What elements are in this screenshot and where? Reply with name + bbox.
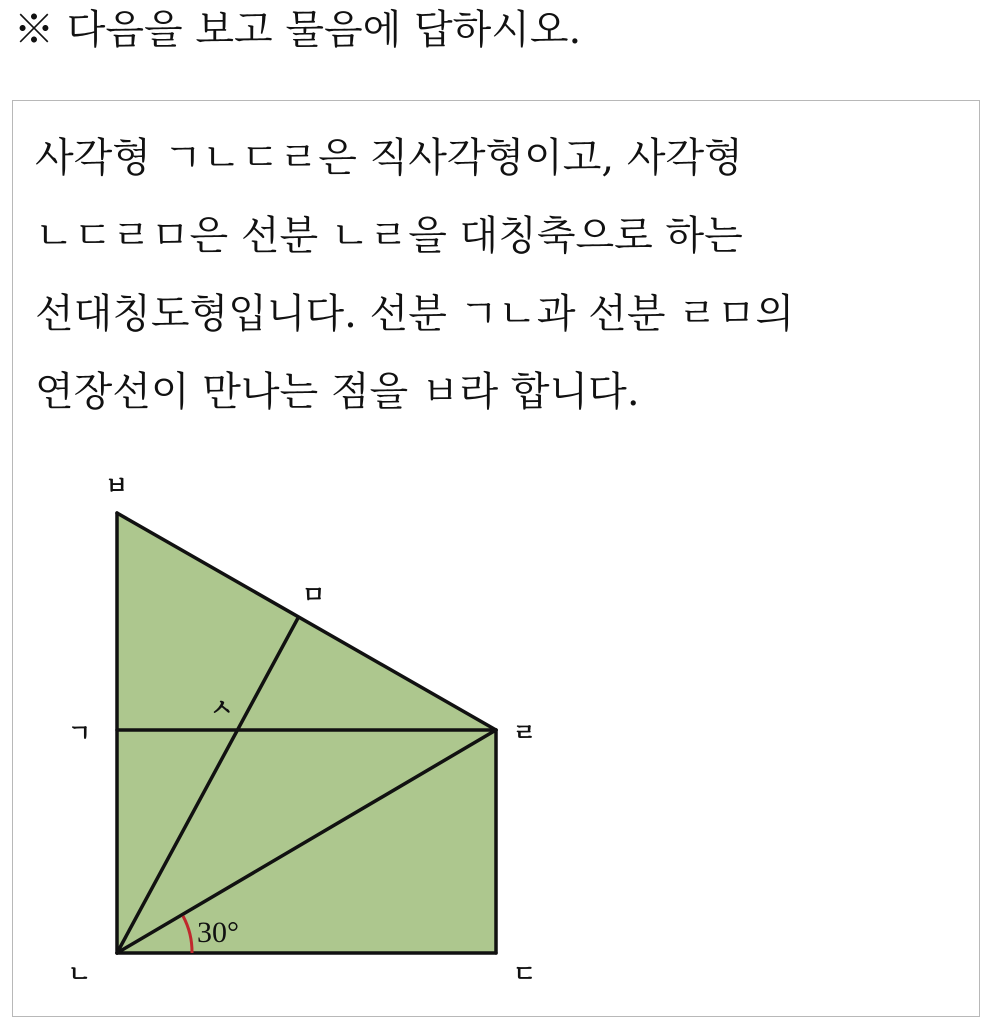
vertex-label-r: ㄹ bbox=[513, 719, 537, 747]
vertex-label-n: ㄴ bbox=[68, 960, 92, 988]
problem-line-3: 선대칭도형입니다. 선분 ㄱㄴ과 선분 ㄹㅁ의 bbox=[35, 291, 795, 337]
instruction-text: ※ 다음을 보고 물음에 답하시오. bbox=[14, 7, 582, 53]
vertex-label-s: ㅅ bbox=[210, 694, 234, 722]
problem-line-1: 사각형 ㄱㄴㄷㄹ은 직사각형이고, 사각형 bbox=[35, 135, 743, 181]
vertex-label-d: ㄷ bbox=[513, 960, 537, 988]
vertex-label-g: ㄱ bbox=[68, 719, 92, 747]
problem-line-4: 연장선이 만나는 점을 ㅂ라 합니다. bbox=[35, 369, 640, 415]
figure-fill bbox=[117, 513, 496, 953]
vertex-label-m: ㅁ bbox=[302, 581, 326, 609]
problem-line-2: ㄴㄷㄹㅁ은 선분 ㄴㄹ을 대칭축으로 하는 bbox=[35, 213, 743, 259]
vertex-label-b: ㅂ bbox=[105, 472, 129, 500]
angle-label: 30° bbox=[197, 916, 239, 949]
